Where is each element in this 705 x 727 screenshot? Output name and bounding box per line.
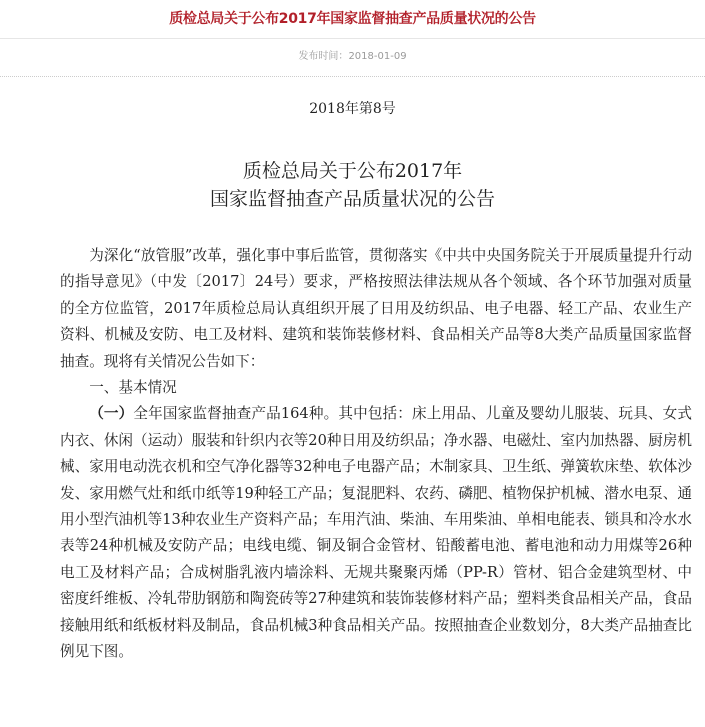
header-divider bbox=[0, 38, 705, 39]
page-title: 质检总局关于公布2017年国家监督抽查产品质量状况的公告 bbox=[169, 11, 536, 27]
notice-body bbox=[60, 243, 692, 666]
document-number: 2018年第8号 bbox=[309, 101, 396, 117]
publish-divider bbox=[0, 76, 705, 78]
section-heading: 一、基本情况 bbox=[89, 379, 177, 397]
intro-paragraph: 为深化“放管服”改革，强化事中事后监管，贯彻落实《中共中央国务院关于开展质量提升行动的指导意见》（中发〔2017〕24号）要求，严格按照法律法规从各个领域、各个环节加强对质量的全方位监管，2017年质检总局认真组织开展了日用及纺织品、电子电器、轻工产品、农业生产资料、机械及安防、电工及材料、建筑和装饰装修材料、食品相关产品等8大类产品质量国家监督抽查。现将有关情况公告如下： bbox=[60, 247, 692, 370]
subsection-paragraph bbox=[60, 401, 692, 665]
publish-info bbox=[0, 50, 705, 64]
notice-title bbox=[0, 157, 705, 213]
subsection-text: 全年国家监督抽查产品164种。其中包括：床上用品、儿童及婴幼儿服装、玩具、女式内衣、休闲（运动）服装和针织内衣等20种日用及纺织品；净水器、电磁灶、室内加热器、厨房机械、家用电动洗衣机和空气净化器等32种电子电器产品；木制家具、卫生纸、弹簧软床垫、软体沙发、家用燃气灶和纸巾纸等19种轻工产品；复混肥料、农药、磷肥、植物保护机械、潜水电泵、通用小型汽油机等13种农业生产资料产品；车用汽油、柴油、车用柴油、单相电能表、锁具和冷水水表等24种机械及安防产品；电线电缆、铜及铜合金管材、铅酸蓄电池、蓄电池和动力用煤等26种电工及材料产品；合成树脂乳液内墙涂料、无规共聚聚丙烯（PP-R）管材、铝合金建筑型材、中密度纤维板、冷轧带肋钢筋和陶瓷砖等27种建筑和装饰装修材料产品；塑料类食品相关产品，食品接触用纸和纸板材料及制品，食品机械3种食品相关产品。按照抽查企业数划分，8大类产品抽查比例见下图。 bbox=[60, 405, 692, 661]
notice-title-line2: 国家监督抽查产品质量状况的公告 bbox=[209, 188, 495, 210]
publish-label: 发布时间： bbox=[298, 51, 349, 62]
subsection-label: （一） bbox=[89, 405, 134, 423]
notice-title-line1: 质检总局关于公布2017年 bbox=[242, 160, 463, 182]
publish-date: 2018-01-09 bbox=[348, 51, 407, 62]
